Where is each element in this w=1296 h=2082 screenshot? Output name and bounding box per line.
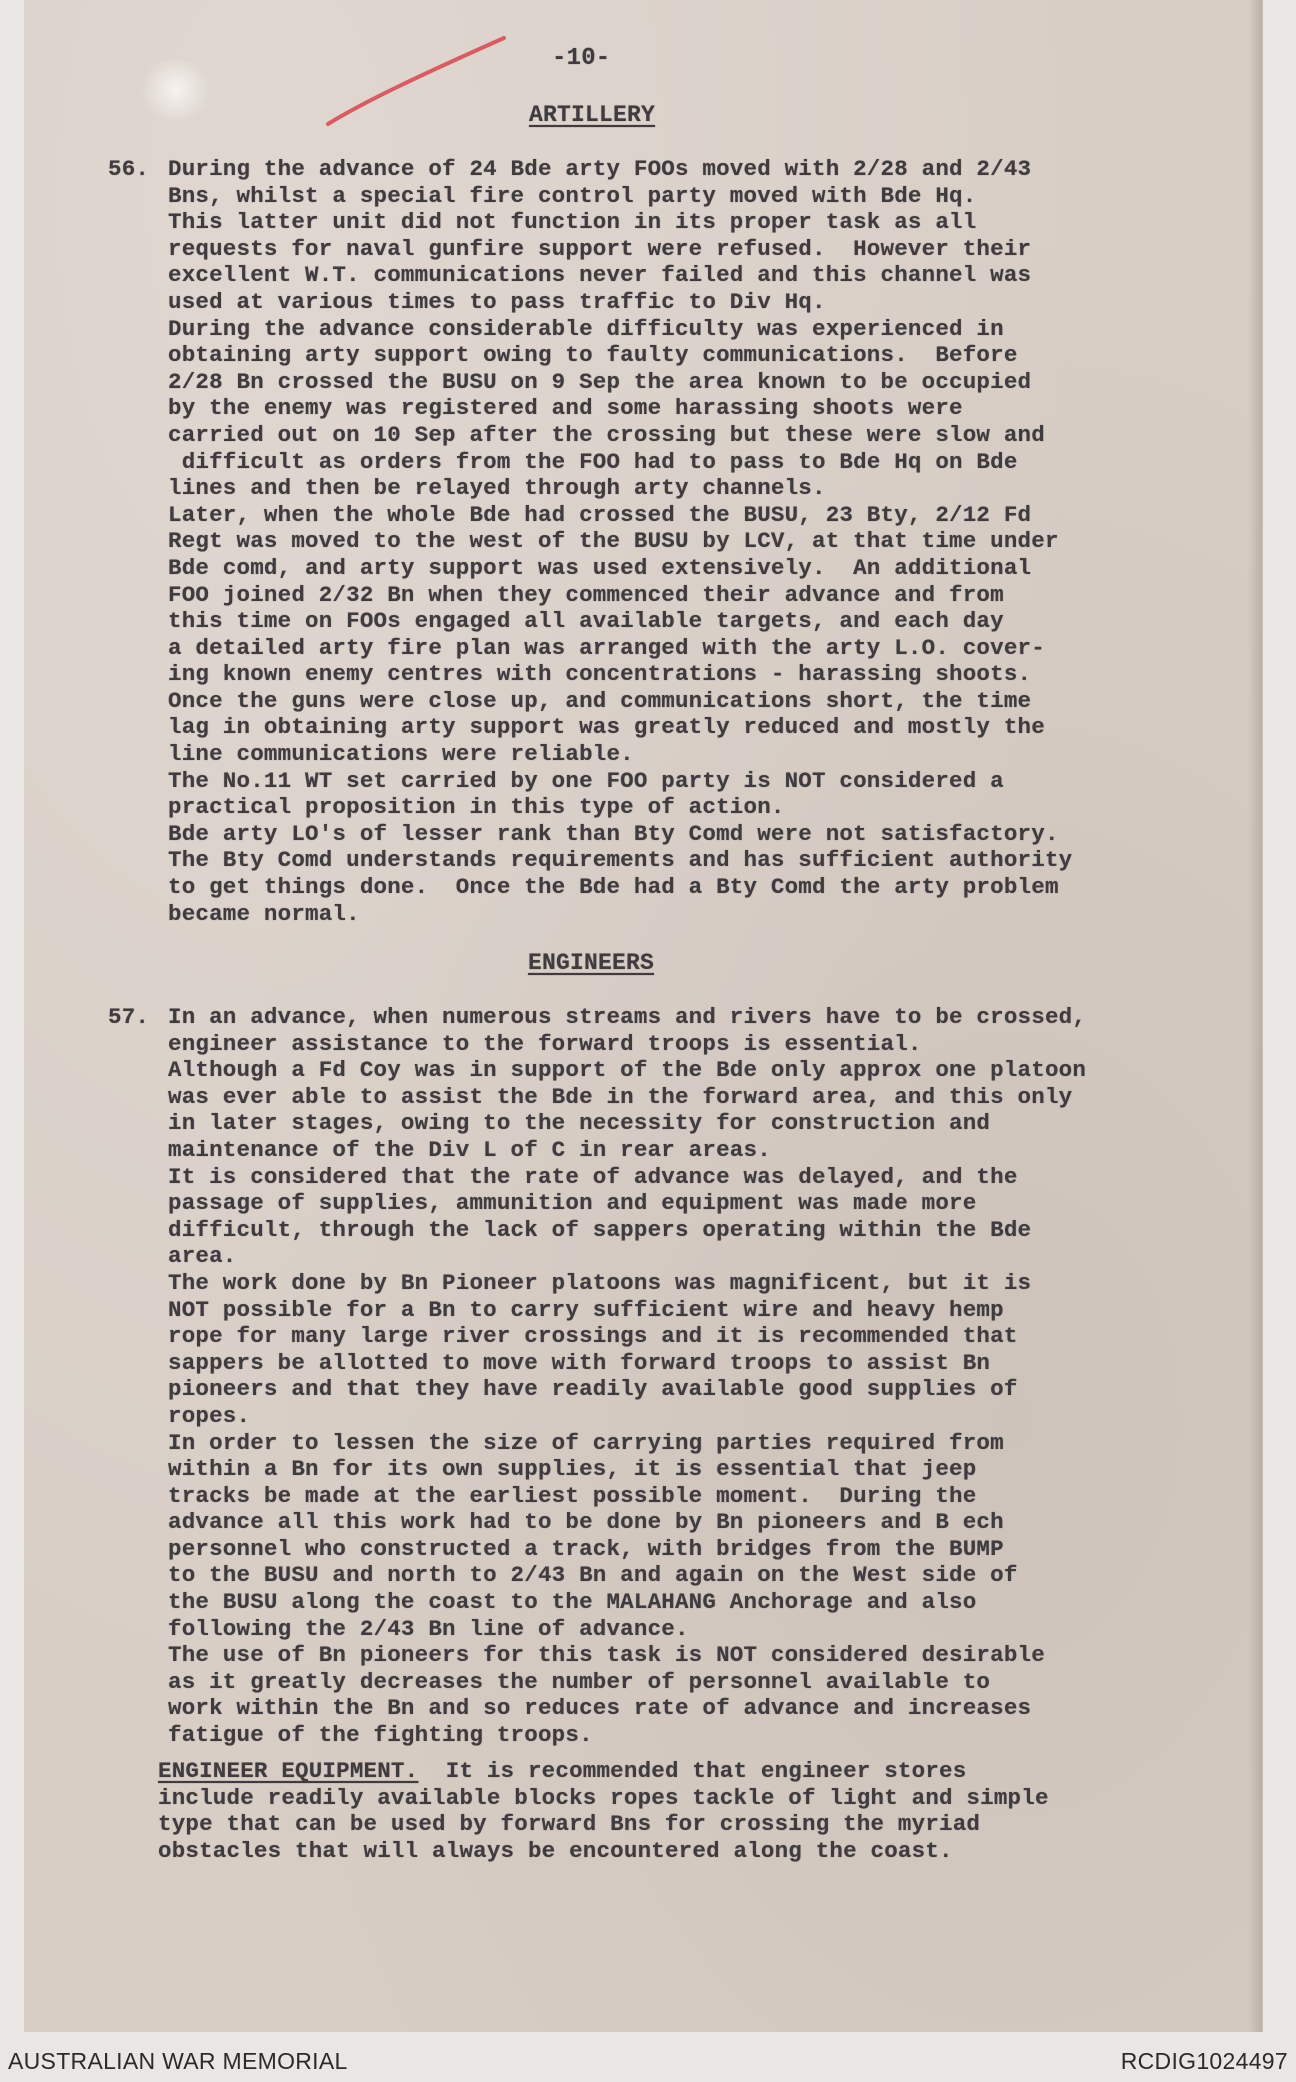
text-line: obstacles that will always be encountered along the coast. bbox=[158, 1837, 953, 1864]
text-line: include readily available blocks ropes tackle of light and simple bbox=[158, 1784, 1049, 1811]
text-line: rope for many large river crossings and it is recommended that bbox=[168, 1323, 1018, 1350]
text-line: within a Bn for its own supplies, it is essential that jeep bbox=[168, 1456, 977, 1483]
engineer-equipment-body bbox=[158, 1785, 1238, 1865]
text-line: Bns, whilst a special fire control party moved with Bde Hq. bbox=[168, 182, 977, 209]
text-line: type that can be used by forward Bns for crossing the myriad bbox=[158, 1811, 981, 1838]
text-line: following the 2/43 Bn line of advance. bbox=[168, 1615, 689, 1642]
footer-archive-name: AUSTRALIAN WAR MEMORIAL bbox=[8, 2048, 348, 2074]
text-line: fatigue of the fighting troops. bbox=[168, 1722, 593, 1749]
text-line: Bde comd, and arty support was used extensively. An additional bbox=[168, 554, 1032, 581]
text-line: requests for naval gunfire support were refused. However their bbox=[168, 235, 1032, 262]
text-line: obtaining arty support owing to faulty communications. Before bbox=[168, 342, 1018, 369]
heading-artillery: ARTILLERY bbox=[529, 102, 656, 128]
text-line: a detailed arty fire plan was arranged with the arty L.O. cover- bbox=[168, 634, 1045, 661]
paper-smudge bbox=[136, 60, 216, 120]
text-line: Later, when the whole Bde had crossed the BUSU, 23 Bty, 2/12 Fd bbox=[168, 501, 1032, 528]
red-pencil-mark bbox=[324, 30, 514, 130]
text-line: became normal. bbox=[168, 900, 360, 927]
text-line: ropes. bbox=[168, 1402, 251, 1429]
text-line: work within the Bn and so reduces rate of advance and increases bbox=[168, 1695, 1032, 1722]
text-line: Although a Fd Coy was in support of the Bde only approx one platoon bbox=[168, 1057, 1087, 1084]
text-line: difficult as orders from the FOO had to pass to Bde Hq on Bde bbox=[168, 448, 1018, 475]
text-line: excellent W.T. communications never failed and this channel was bbox=[168, 262, 1032, 289]
text-line: used at various times to pass traffic to Div Hq. bbox=[168, 288, 826, 315]
text-line: in later stages, owing to the necessity for construction and bbox=[168, 1110, 991, 1137]
text-line: tracks be made at the earliest possible moment. During the bbox=[168, 1482, 977, 1509]
paragraph-56-body bbox=[168, 156, 1248, 927]
engineer-equipment-label: ENGINEER EQUIPMENT. bbox=[158, 1758, 419, 1784]
text-line: passage of supplies, ammunition and equipment was made more bbox=[168, 1190, 977, 1217]
text-line: sappers be allotted to move with forward troops to assist Bn bbox=[168, 1349, 991, 1376]
text-line: This latter unit did not function in its proper task as all bbox=[168, 209, 977, 236]
text-line: The use of Bn pioneers for this task is NOT considered desirable bbox=[168, 1642, 1045, 1669]
text-line: by the enemy was registered and some harassing shoots were bbox=[168, 395, 963, 422]
text-line: to get things done. Once the Bde had a Bty Comd the arty problem bbox=[168, 874, 1059, 901]
paragraph-number-57: 57. bbox=[108, 1004, 150, 1030]
text-line: area. bbox=[168, 1243, 237, 1270]
paragraph-57-body bbox=[168, 1004, 1248, 1749]
text-line: Bde arty LO's of lesser rank than Bty Comd were not satisfactory. bbox=[168, 820, 1059, 847]
text-line: Regt was moved to the west of the BUSU by LCV, at that time under bbox=[168, 528, 1059, 555]
text-line: In order to lessen the size of carrying parties required from bbox=[168, 1429, 1004, 1456]
page-number: -10- bbox=[552, 45, 611, 72]
text-line: The No.11 WT set carried by one FOO party is NOT considered a bbox=[168, 767, 1004, 794]
text-line: pioneers and that they have readily available good supplies of bbox=[168, 1376, 1018, 1403]
text-line: was ever able to assist the Bde in the forward area, and this only bbox=[168, 1083, 1073, 1110]
text-line: The Bty Comd understands requirements and has sufficient authority bbox=[168, 847, 1073, 874]
text-line: carried out on 10 Sep after the crossing but these were slow and bbox=[168, 421, 1045, 448]
engineer-equipment-paragraph bbox=[158, 1758, 1238, 1864]
page-edge-shadow bbox=[1248, 0, 1262, 2032]
text-line: The work done by Bn Pioneer platoons was magnificent, but it is bbox=[168, 1269, 1032, 1296]
heading-engineers: ENGINEERS bbox=[528, 950, 655, 976]
text-line: FOO joined 2/32 Bn when they commenced their advance and from bbox=[168, 581, 1004, 608]
text-line: advance all this work had to be done by Bn pioneers and B ech bbox=[168, 1509, 1004, 1536]
text-line: as it greatly decreases the number of personnel available to bbox=[168, 1668, 991, 1695]
engineer-equipment-first-line: It is recommended that engineer stores bbox=[418, 1758, 967, 1784]
text-line: 2/28 Bn crossed the BUSU on 9 Sep the area known to be occupied bbox=[168, 368, 1032, 395]
text-line: maintenance of the Div L of C in rear areas. bbox=[168, 1136, 771, 1163]
text-line: lag in obtaining arty support was greatly reduced and mostly the bbox=[168, 714, 1045, 741]
text-line: to the BUSU and north to 2/43 Bn and again on the West side of bbox=[168, 1562, 1018, 1589]
text-line: personnel who constructed a track, with bridges from the BUMP bbox=[168, 1535, 1004, 1562]
text-line: this time on FOOs engaged all available targets, and each day bbox=[168, 608, 1004, 635]
footer-item-id: RCDIG1024497 bbox=[1120, 2048, 1288, 2074]
text-line: practical proposition in this type of action. bbox=[168, 794, 785, 821]
text-line: engineer assistance to the forward troops is essential. bbox=[168, 1030, 922, 1057]
text-line bbox=[158, 1758, 1238, 1785]
text-line: difficult, through the lack of sappers operating within the Bde bbox=[168, 1216, 1032, 1243]
text-line: During the advance considerable difficulty was experienced in bbox=[168, 315, 1004, 342]
text-line: NOT possible for a Bn to carry sufficient wire and heavy hemp bbox=[168, 1296, 1004, 1323]
text-line: ing known enemy centres with concentrations - harassing shoots. bbox=[168, 661, 1032, 688]
text-line: It is considered that the rate of advance was delayed, and the bbox=[168, 1163, 1018, 1190]
text-line: In an advance, when numerous streams and rivers have to be crossed, bbox=[168, 1004, 1087, 1030]
text-line: Once the guns were close up, and communications short, the time bbox=[168, 687, 1032, 714]
text-line: During the advance of 24 Bde arty FOOs moved with 2/28 and 2/43 bbox=[168, 156, 1032, 182]
text-line: line communications were reliable. bbox=[168, 741, 634, 768]
text-line: lines and then be relayed through arty channels. bbox=[168, 475, 826, 502]
paragraph-number-56: 56. bbox=[108, 156, 150, 182]
text-line: the BUSU along the coast to the MALAHANG Anchorage and also bbox=[168, 1589, 977, 1616]
